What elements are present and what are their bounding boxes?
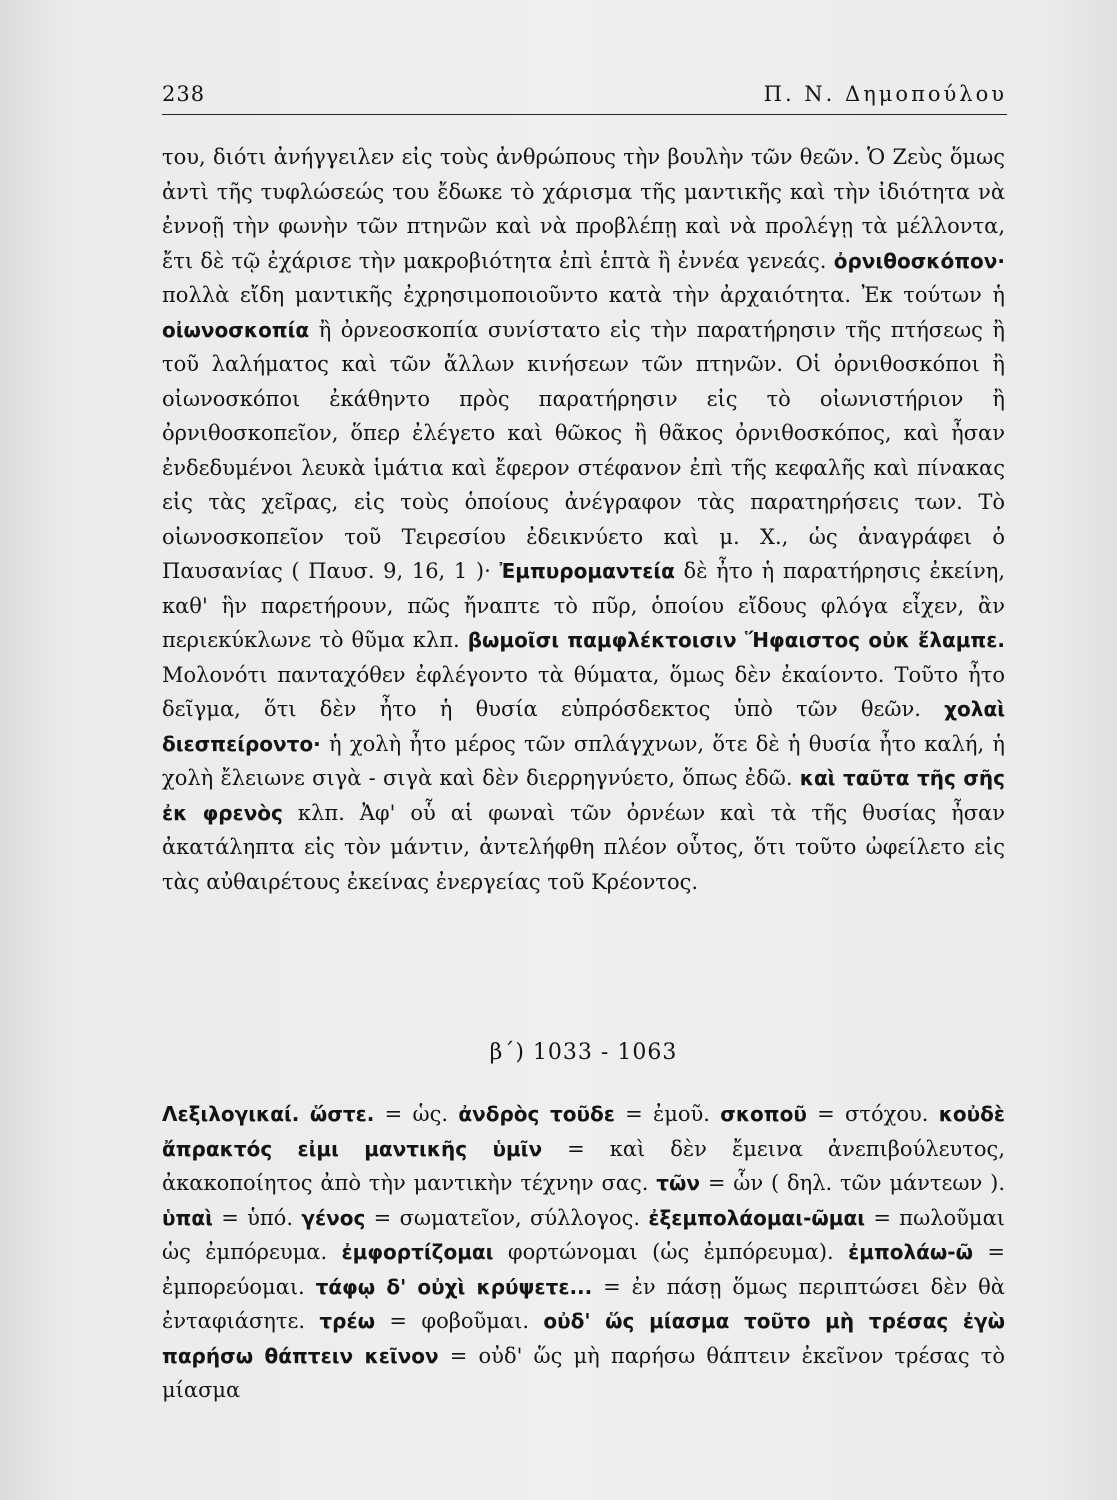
lemma-term: τρέω: [319, 1309, 376, 1333]
text-run: = ὑπό.: [212, 1205, 302, 1230]
text-run: ἡ χολὴ ἦτο μέρος τῶν σπλάγχνων, ὅτε δὲ ἡ θυσία ἦτο καλή, ἡ χολὴ ἔλειωνε σιγὰ - σιγὰ καὶ δὲν διερρηγνύετο, ὅπως ἐδῶ.: [162, 731, 1005, 790]
running-head: Π. Ν. Δημοπούλου: [763, 82, 1007, 106]
lemma-term: γένος: [301, 1205, 366, 1230]
section-title: β΄) 1033 - 1063: [489, 1040, 678, 1065]
lemma-term: οὐδ' ὥς μίασμα τοῦτο μὴ τρέσας ἐγὼ παρήσω θάπτειν κεῖνον: [162, 1309, 1005, 1368]
text-run: δὲ ἦτο ἡ παρατήρησις ἐκείνη, καθ' ἣν παρετήρουν, πῶς ἤναπτε τὸ πῦρ, ὁποίου εἴδους φλόγα εἶχεν, ἂν περιεκύκλωνε τὸ θῦμα κλπ.: [162, 559, 1005, 652]
text-run: = φοβοῦμαι.: [375, 1309, 544, 1333]
lemma-term: οἰωνοσκοπία: [162, 317, 310, 342]
commentary-paragraph: [162, 140, 1005, 899]
lemma-term: ἐξεμπολάομαι-ῶμαι: [648, 1205, 866, 1230]
text-run: = στόχου.: [806, 1102, 939, 1126]
lemma-term: Λεξιλογικαί. ὥστε.: [162, 1102, 375, 1126]
lemma-term: ὀρνιθοσκόπον·: [833, 248, 1005, 273]
text-run: = οὐδ' ὥς μὴ παρήσω θάπτειν ἐκεῖνον τρέσας τὸ μίασμα: [162, 1343, 1006, 1402]
lemma-term: σκοποῦ: [720, 1102, 807, 1126]
lemma-term: χολαὶ διεσπείροντο·: [162, 697, 1005, 756]
text-run: ἢ ὀρνεοσκοπία συνίστατο εἰς τὴν παρατήρησιν τῆς πτήσεως ἢ τοῦ λαλήματος καὶ τῶν ἄλλων κινήσεων τῶν πτηνῶν. Οἱ ὀρνιθοσκόποι ἢ οἰωνοσκόποι ἐκάθηντο πρὸς παρατήρησιν εἰς τὸ οἰωνιστήριον ἢ ὀρνιθοσκοπεῖον, ὅπερ ἐλέγετο καὶ θῶκος ἢ θᾶκος ὀρνιθοσκόπος, καὶ ἦσαν ἐνδεδυμένοι λευκὰ ἱμάτια καὶ ἔφερον στέφανον ἐπὶ τῆς κεφαλῆς καὶ πίνακας εἰς τὰς χεῖρας, εἰς τοὺς ὁποίους ἀνέγραφον τὰς παρατηρήσεις των. Τὸ οἰωνοσκοπεῖον τοῦ Τειρεσίου ἐδεικνύετο καὶ μ. Χ., ὡς ἀναγράφει ὁ Παυσανίας ( Παυσ. 9, 16, 1 )·: [162, 317, 1005, 583]
text-run: = καὶ δὲν ἔμεινα ἀνεπιβούλευτος, ἀκακοποίητος ἀπὸ τὴν μαντικὴν τέχνην σας.: [162, 1136, 1005, 1195]
text-run: = ἐν πάσῃ ὅμως περιπτώσει δὲν θὰ ἐνταφιάσητε.: [162, 1274, 1005, 1333]
text-run: = πωλοῦμαι ὡς ἐμπόρευμα.: [162, 1205, 1005, 1264]
lemma-term: ἐμπολάω-ῶ: [848, 1240, 973, 1264]
lemma-term: καὶ ταῦτα τῆς σῆς ἐκ φρενὸς: [162, 766, 1006, 825]
lemma-term: ἀνδρὸς τοῦδε: [458, 1102, 615, 1126]
text-run: = ὧν ( δηλ. τῶν μάντεων ).: [700, 1171, 1005, 1195]
lemma-term: ὑπαὶ: [162, 1205, 213, 1230]
lemma-term: τῶν: [656, 1171, 701, 1195]
text-run: φορτώνομαι (ὡς ἐμπόρευμα).: [493, 1240, 849, 1264]
text-run: κλπ. Ἀφ' οὗ αἱ φωναὶ τῶν ὀρνέων καὶ τὰ τῆς θυσίας ἦσαν ἀκατάληπτα εἰς τὸν μάντιν, ἀντελήφθη πλέον οὗτος, ὅτι τοῦτο ὠφείλετο εἰς τὰς αὐθαιρέτους ἐκείνας ἐνεργείας τοῦ Κρέοντος.: [162, 800, 1006, 894]
text-run: = ἐμπορεύομαι.: [162, 1240, 1005, 1299]
lemma-term: κοὐδὲ ἄπρακτός εἰμι μαντικῆς ὑμῖν: [162, 1102, 1006, 1161]
text-run: Μολονότι πανταχόθεν ἐφλέγοντο τὰ θύματα, ὅμως δὲν ἐκαίοντο. Τοῦτο ἦτο δεῖγμα, ὅτι δὲν ἦτο ἡ θυσία εὐπρόσδεκτος ὑπὸ τῶν θεῶν.: [162, 662, 1005, 721]
lemma-term: Ἐμπυρομαντεία: [499, 559, 675, 583]
text-run: = ἐμοῦ.: [614, 1102, 721, 1126]
page-number: 238: [162, 82, 206, 106]
header-rule: [162, 114, 1007, 115]
vocabulary-paragraph: [162, 1097, 1005, 1408]
text-run: = σωματεῖον, σύλλογος.: [365, 1205, 649, 1230]
text-run: = ὡς.: [374, 1102, 459, 1126]
text-run: του, διότι ἀνήγγειλεν εἰς τοὺς ἀνθρώπους τὴν βουλὴν τῶν θεῶν. Ὁ Ζεὺς ὅμως ἀντὶ τῆς τυφλώσεώς του ἔδωκε τὸ χάρισμα τῆς μαντικῆς καὶ τὴν ἰδιότητα νὰ ἐννοῇ τὴν φωνὴν τῶν πτηνῶν καὶ νὰ προβλέπῃ καὶ νὰ προλέγῃ τὰ μέλλοντα, ἔτι δὲ τῷ ἐχάρισε τὴν μακροβιότητα ἐπὶ ἑπτὰ ἢ ἐννέα γενεάς.: [162, 145, 1005, 273]
lemma-term: ἐμφορτίζομαι: [341, 1240, 494, 1264]
page-header: [162, 78, 1007, 112]
lemma-term: τάφῳ δ' οὐχὶ κρύψετε...: [315, 1274, 593, 1299]
lemma-term: βωμοῖσι παμφλέκτοισιν Ἥφαιστος οὐκ ἔλαμπε.: [467, 628, 1005, 652]
text-run: πολλὰ εἴδη μαντικῆς ἐχρησιμοποιοῦντο κατὰ τὴν ἀρχαιότητα. Ἐκ τούτων ἡ: [162, 283, 1005, 307]
